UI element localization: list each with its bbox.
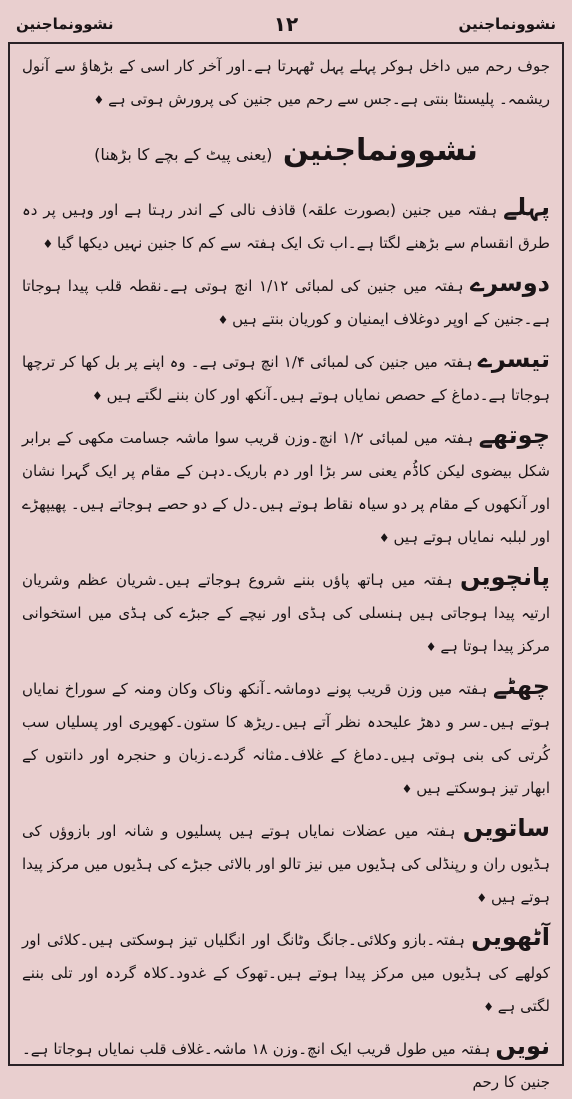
week-lead: چوتھے: [478, 421, 550, 449]
intro-paragraph: جوف رحم میں داخل ہوکر پہلے پہل ٹھہرتا ہے۔اور آخر کار اسی کے بڑھاؤ سے آنول ریشمہ۔ پلیسنٹا بنتی ہے۔جس سے رحم میں جنین کی پرورش ہوتی ہے ♦: [22, 50, 550, 117]
running-title-left: نشوونماجنین: [16, 15, 114, 33]
week-text: ہفتہ میں وزن قریب پونے دوماشہ۔آنکھ وناک وکان ومنہ کے سوراخ نمایاں ہوتے ہیں۔سر و دھڑ علیحدہ نظر آتے ہیں۔ریڑھ کا ستون۔کھوپری اور پسلیاں سب کُرتی کی بنی ہوتی ہیں۔دماغ کے غلاف۔مثانہ گردے۔زبان و حنجرہ اور دانتوں کے ابھار تیز ہوسکتے ہیں: [22, 680, 550, 797]
week-paragraph: [22, 812, 550, 915]
week-text: ہفتہ میں لمبائی ۱/۲ انچ۔وزن قریب سوا ماشہ جسامت مکھی کے برابر شکل بیضوی لیکن کاڈُم یعنی سر بڑا اور دم باریک۔دہن کے مقام پر ایک گہرا نشان اور آنکھوں کے مقام پر دو سیاہ نقاط ہوتے ہیں۔دل کے دو حصے ہوجاتے ہیں۔ پھیپھڑے اور لبلبہ نمایاں ہوتے ہیں: [22, 429, 550, 546]
week-text: ہفتہ میں عضلات نمایاں ہوتے ہیں پسلیوں و شانہ اور بازوؤں کی ہڈیوں ران و رپنڈلی کی ہڈیوں میں نیز تالو اور بالائی جبڑے کی ہڈیوں میں مرکز پیدا ہوتے ہیں: [22, 822, 550, 906]
heading-aside: (یعنی پیٹ کے بچے کا بڑھنا): [94, 145, 273, 164]
week-lead: ساتویں: [462, 814, 550, 842]
week-text: ہفتہ۔بازو وکلائی۔جانگ وٹانگ اور انگلیاں تیز ہوسکتی ہیں۔کلائی اور کولھے کی ہڈیوں میں مرکز پیدا ہوتے ہیں۔تھوک کے غدود۔کلاہ گردہ اور تلی بننے لگتی ہے: [22, 931, 550, 1015]
running-title-right: نشوونماجنین: [458, 15, 556, 33]
week-paragraph: [22, 191, 550, 261]
week-lead: تیسرے: [477, 345, 550, 373]
week-lead: دوسرے: [470, 269, 550, 297]
week-lead: آٹھویں: [471, 923, 550, 951]
page-number: ۱۲: [273, 12, 299, 36]
week-paragraph: [22, 561, 550, 664]
week-lead: پانچویں: [460, 563, 550, 591]
week-paragraph: [22, 343, 550, 413]
week-text: ہفتہ میں جنین کی لمبائی ۱/۴ انچ ہوتی ہے۔ وہ اپنے پر بل کھا کر ترچھا ہوجاتا ہے۔دماغ کے حصص نمایاں ہوتے ہیں۔آنکھ اور کان بننے لگتے ہیں: [22, 353, 550, 404]
page-header: [8, 6, 564, 44]
week-text: ہفتہ میں طول قریب ایک انچ۔وزن ۱۸ ماشہ۔غلاف قلب نمایاں ہوجاتا ہے۔جنین کا رحم: [22, 1040, 550, 1091]
week-lead: چھٹے: [493, 672, 550, 700]
text-frame: [8, 44, 564, 1091]
week-paragraph: [22, 921, 550, 1024]
heading-main: نشوونماجنین: [282, 133, 478, 168]
week-paragraph: [22, 670, 550, 806]
week-text: ہفتہ میں جنین (بصورت علقہ) قاذف نالی کے اندر رہتا ہے اور وہیں پر دہ طرق انقسام سے بڑھنے لگتا ہے۔اب تک ایک ہفتہ سے کم کا جنین نہیں دیکھا گیا: [22, 201, 550, 252]
week-lead: نویں: [495, 1032, 550, 1060]
week-text: ہفتہ میں ہاتھ پاؤں بننے شروع ہوجاتے ہیں۔شریان عظم وشریان ارتیہ پیدا ہوجاتی ہیں ہنسلی کی ہڈی اور نیچے کے جبڑے کی ہڈی میں استخوانی مرکز پیدا ہوتا ہے: [22, 571, 550, 655]
week-paragraph: [22, 1030, 550, 1099]
week-paragraph: [22, 419, 550, 555]
section-heading: [22, 125, 550, 181]
week-paragraph: [22, 267, 550, 337]
week-lead: پہلے: [503, 193, 550, 221]
week-text: ہفتہ میں جنین کی لمبائی ۱/۱۲ انچ ہوتی ہے۔نقطہ قلب پیدا ہوجاتا ہے۔جنین کے اوپر دوغلاف ایمنیان و کوریان بنتے ہیں: [22, 277, 550, 328]
